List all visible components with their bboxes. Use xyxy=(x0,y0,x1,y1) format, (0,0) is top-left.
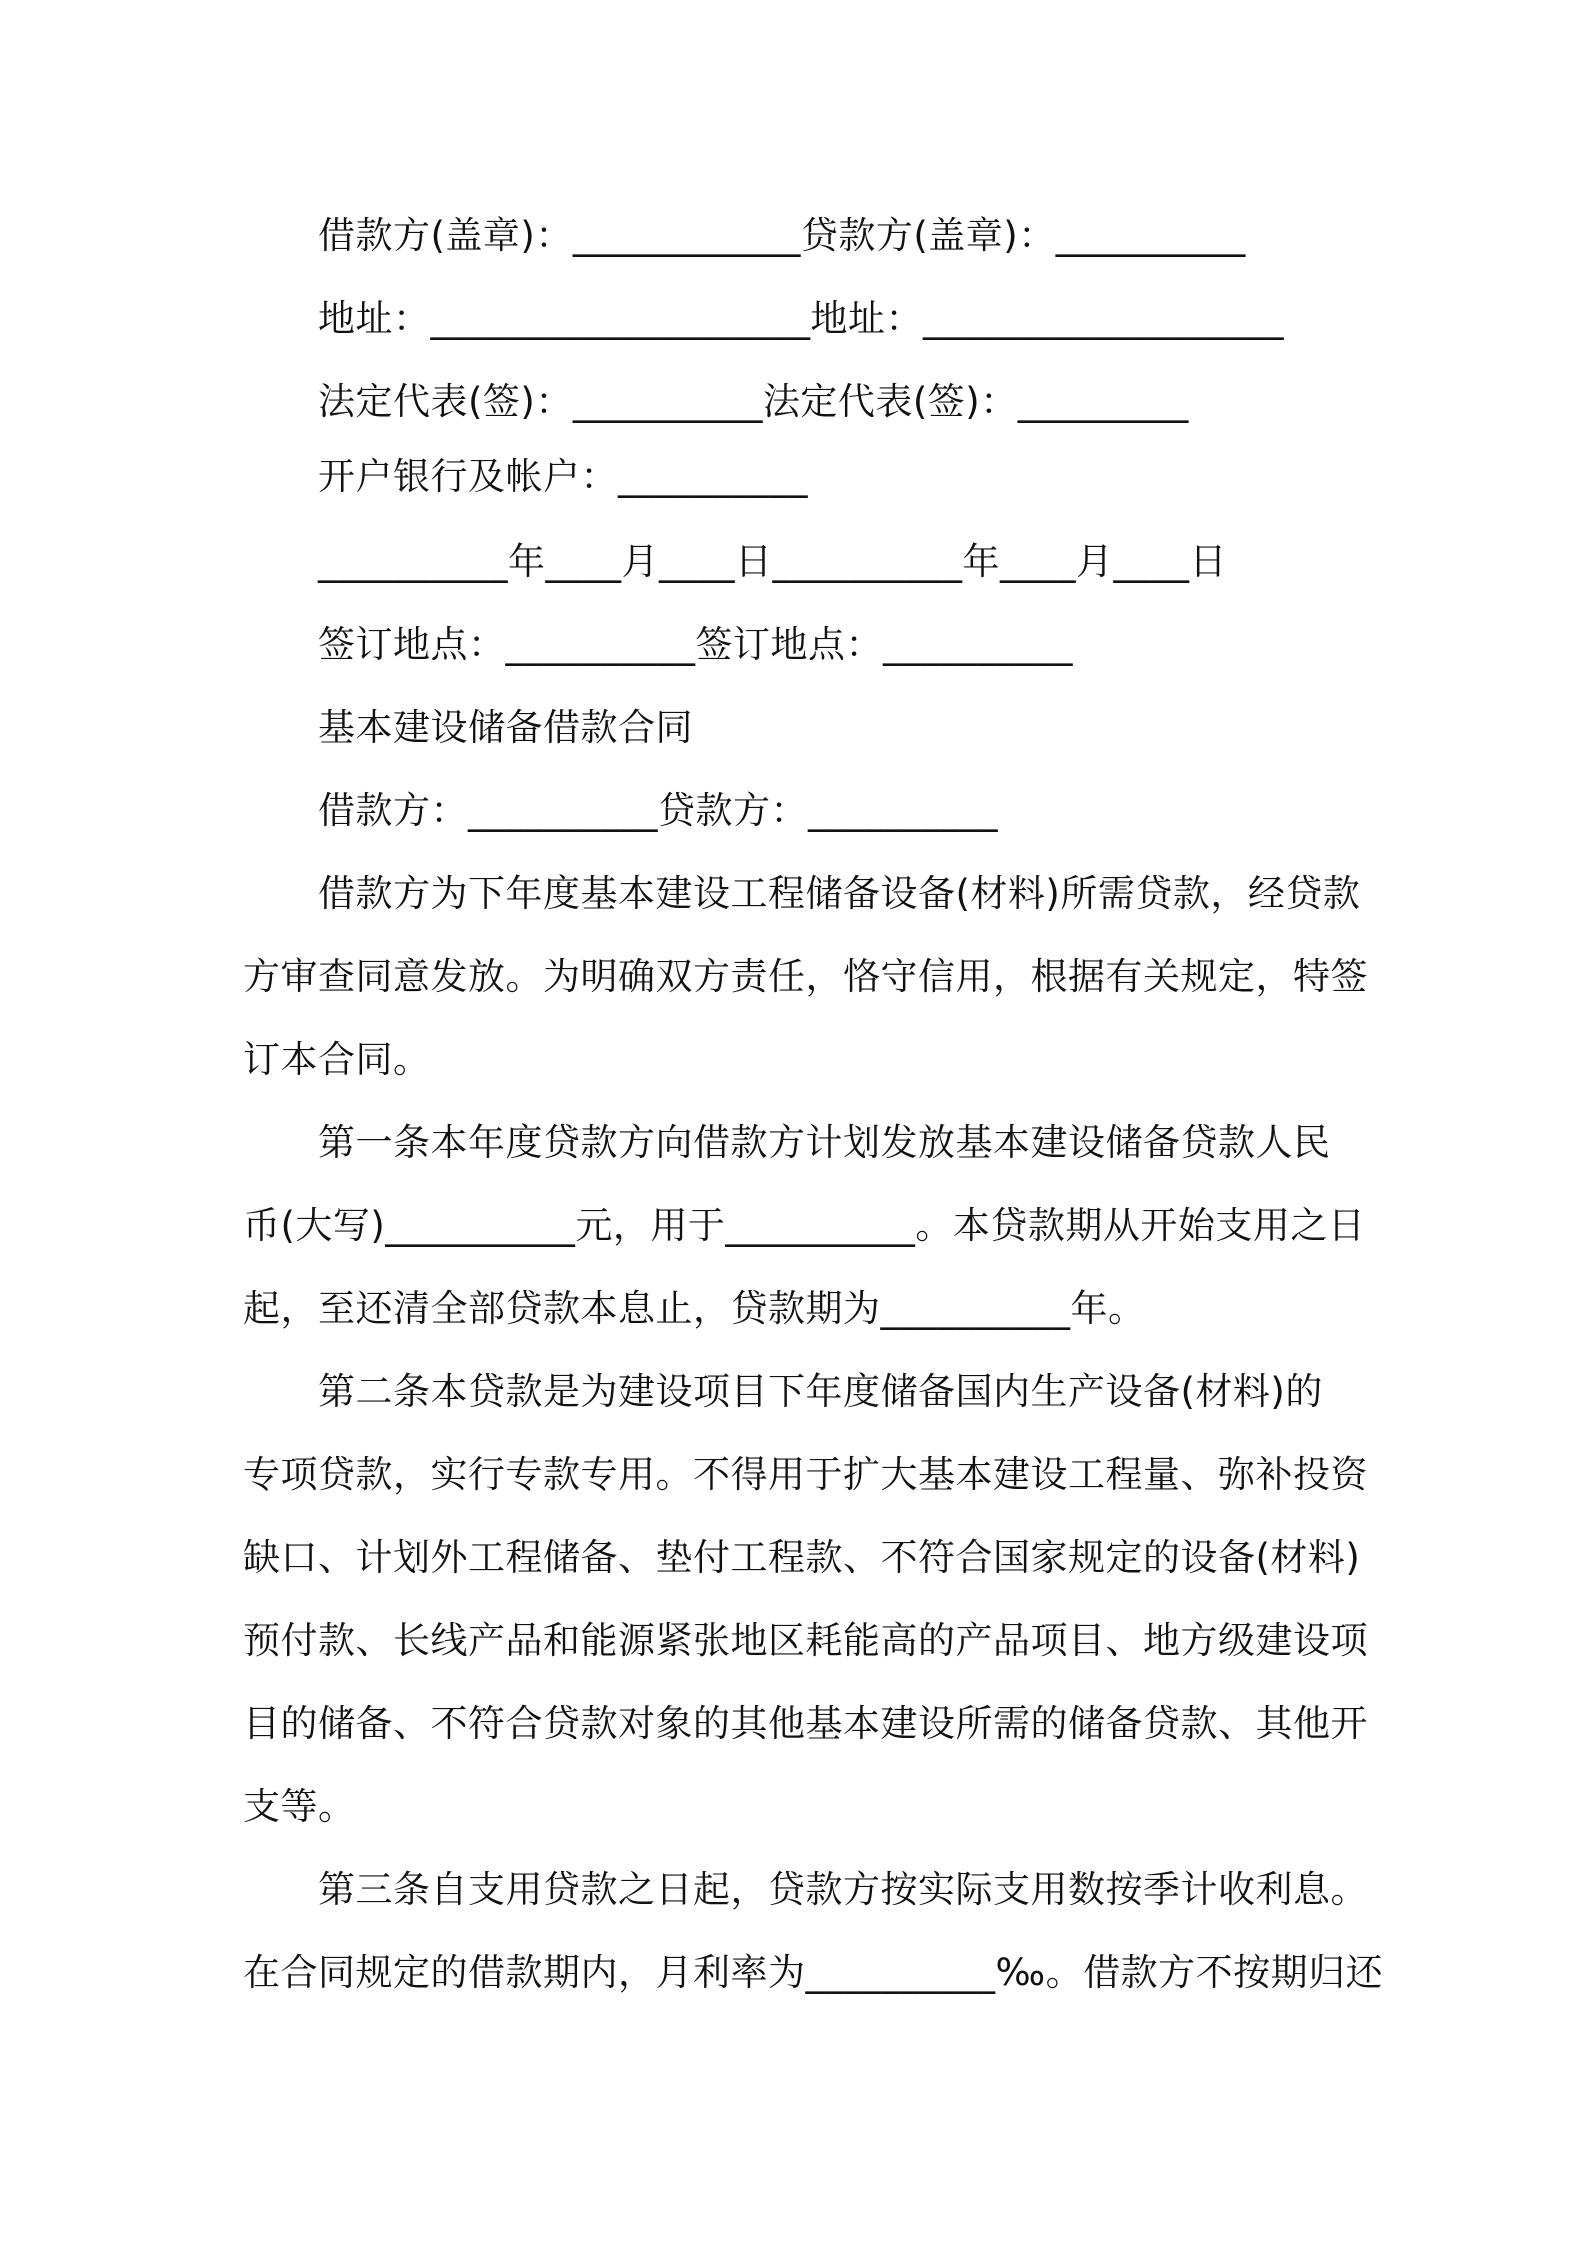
article-2-line: 缺口、计划外工程储备、垫付工程款、不符合国家规定的设备(材料) xyxy=(243,1536,1361,1579)
article-1-line: 第一条本年度贷款方向借款方计划发放基本建设储备贷款人民 xyxy=(318,1121,1331,1164)
article-3-line: 在合同规定的借款期内，月利率为__________‰。借款方不按期归还 xyxy=(243,1951,1384,1994)
signing-place-line: 签订地点：__________签订地点：__________ xyxy=(318,623,1073,666)
address-line: 地址：____________________地址：___________________ xyxy=(318,297,1284,340)
preamble-line: 借款方为下年度基本建设工程储备设备(材料)所需贷款，经贷款 xyxy=(318,872,1361,915)
article-2-line: 目的储备、不符合贷款对象的其他基本建设所需的储备贷款、其他开 xyxy=(243,1702,1368,1745)
preamble-line: 方审查同意发放。为明确双方责任，恪守信用，根据有关规定，特签 xyxy=(243,955,1368,998)
article-1-line: 币(大写)__________元，用于__________。本贷款期从开始支用之日 xyxy=(243,1204,1366,1247)
article-1-line: 起，至还清全部贷款本息止，贷款期为__________年。 xyxy=(243,1287,1146,1330)
contract-title: 基本建设储备借款合同 xyxy=(318,706,693,749)
parties-line: 借款方：__________贷款方：__________ xyxy=(318,789,998,832)
date-line: __________年____月____日__________年____月____日 xyxy=(318,540,1227,583)
article-2-line: 支等。 xyxy=(243,1785,356,1828)
article-2-line: 第二条本贷款是为建设项目下年度储备国内生产设备(材料)的 xyxy=(318,1370,1323,1413)
legal-representative-line: 法定代表(签)：__________法定代表(签)：_________ xyxy=(318,380,1189,423)
article-2-line: 专项贷款，实行专款专用。不得用于扩大基本建设工程量、弥补投资 xyxy=(243,1453,1368,1496)
bank-account-line: 开户银行及帐户：__________ xyxy=(318,455,808,498)
article-2-line: 预付款、长线产品和能源紧张地区耗能高的产品项目、地方级建设项 xyxy=(243,1619,1368,1662)
preamble-line: 订本合同。 xyxy=(243,1038,431,1081)
article-3-line: 第三条自支用贷款之日起，贷款方按实际支用数按季计收利息。 xyxy=(318,1868,1368,1911)
borrower-lender-seal-line: 借款方(盖章)：____________贷款方(盖章)：__________ xyxy=(318,214,1246,257)
